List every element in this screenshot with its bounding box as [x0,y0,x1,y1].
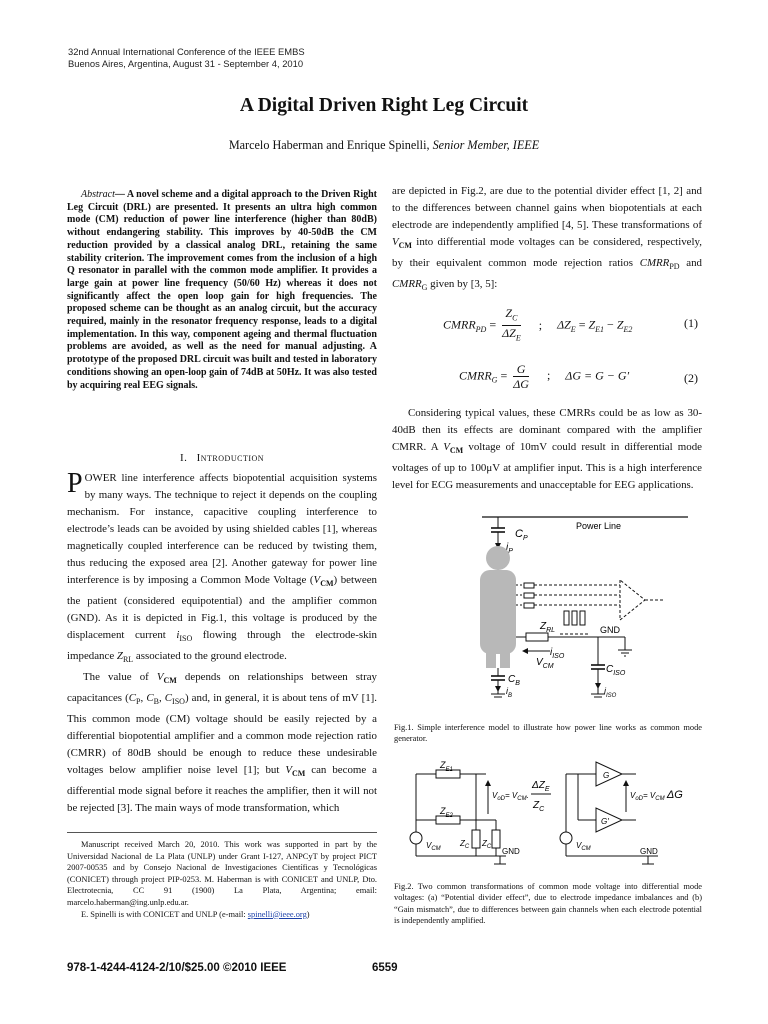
eq2-lhs-sub: G [491,375,498,385]
footnote-rule [67,832,377,833]
intro-p2-c: ) and, in general, it is about tens of mV [1]. This common mode (CM) voltage should be easily rejected by a differential biopotential amplifier and a common mode rejection ratio (CMRR) of 80dB should be enough to reduce these undesirable voltages below amplifier noise level [1]; but [67,692,378,777]
abstract-text: — A novel scheme and a digital approach to the Driven Right Leg Circuit (DRL) are presented. It presents an ultra high common mode (CM) reduction of power line interference (higher than 80dB) without endangering stability. This improves by 40-50dB the CM reduction provided by a classical analog DRL, retaining the same stability criterion. The improvement comes from the inclusion of a high Q resonator in parallel with the common mode amplifier. It provides a large gain at power line frequency (50/60 Hz) whereas it does not significantly affect the open loop gain for high frequencies. The proposed scheme can be thought as an analog circuit, but the accuracy required, mainly in the resonator frequency response, leads to a digital implementation. In this way, component ageing and thermal fluctuation problems are avoided, as well as the need for manual adjusting. A prototype of the proposed DRL circuit was built and tested in laboratory conditions showing an open-loop gain of 74dB at 50Hz. It was also tested by acquiring real EEG signals. [67,189,377,391]
eq1-rhs-b: Z [588,317,596,332]
conference-line-1: 32nd Annual International Conference of the IEEE EMBS [68,46,305,57]
intro-p2-d: can become a differential mode signal before it reaches the amplifier, then it will not be rejected [3]. The main ways of mode transformation, which [67,764,377,815]
eq1-lhs: CMRR [443,317,476,332]
vod-label-b: $V_{oD}= V_{CM}$ ΔG [630,789,683,802]
figure-2-caption: Fig.2. Two common transformations of common mode voltage into differential mode voltages: (a) “Potential divider effect”, due to electrode impedance imbalances and (b) “Gain mismatch”, due to differences between gain channels when each electrode potential is independently amplified. [394,882,702,926]
vcm-sub: CM [291,769,306,779]
dropcap: P [67,468,83,499]
gnd-label-a: GND [502,847,520,856]
z-block-2 [572,611,577,625]
vcm-symbol: V [392,235,399,248]
abstract-label: Abstract [81,189,115,200]
footnotes [67,839,377,920]
eq2-sep: ; [546,368,551,383]
cap-symbol: C [146,692,154,705]
vcm-symbol: V [285,764,292,777]
eq2-equals: = [500,368,508,383]
iiso-arrow-down [595,683,601,689]
amp-g-prime [596,808,622,832]
equation-1: $CMRR_{PD}$ = $\frac{Z_C}{\Delta Z_E}$ ; $\Delta Z_E = Z_{E1} - Z_{E2}$ [443,306,632,346]
isbn-line: 978-1-4244-4124-2/10/$25.00 ©2010 IEEE [67,962,287,974]
eq1-num: Z [505,306,513,320]
page-number: 6559 [372,962,398,974]
iiso-symbol: i [176,628,180,641]
vcm-label: $V_{CM}$ [536,657,554,670]
cap-symbol: C [164,692,173,705]
eq1-rhs-equals: = [578,317,586,332]
iiso-label: $i_{ISO}$ [550,647,565,660]
section-heading [67,452,377,464]
zc2-label: $Z_C$ [482,839,492,850]
section-title: Introduction [196,452,265,464]
intro-text-d: associated to the ground electrode. [133,649,287,662]
vcm-symbol: V [156,671,164,683]
iiso-bottom-label: $i_{ISO}$ [604,686,617,699]
vod-arrowhead-a [485,780,491,786]
vcm-sub: CM [449,446,464,456]
intro-paragraph-2: The value of $V_{CM}$ depends on relationships between stray capacitances ($C_P$, $C_B$, $C_{ISO}$) and, in general, it is about tens of mV [1]. This common mode (CM) voltage should be easily rejected by a differential biopotential amplifier and a common mode rejection ratio (CMRR) of 80dB should be enough to reduce these undesirable voltages below amplifier noise level [1]; but $V_{CM}$ can become a differential mode signal before it reaches the amplifier, then it will not be rejected [3]. The main ways of mode transformation, which [67,671,378,815]
vod-label-a: $V_{oD}= V_{CM}$. [492,791,529,802]
body-shape [480,570,516,654]
authors [0,138,768,153]
power-line-label: Power Line [576,521,622,531]
right-p1-c: given by [3, 5]: [427,278,498,291]
zrl-label: $Z_{RL}$ [540,621,556,634]
vcm-source-a [410,832,422,844]
right-p1-a: are depicted in Fig.2, are due to the potential divider effect [1, 2] and to the differences between channel gains when biopotentials at each electrode are independently amplified [4, 5]. These transformations of [392,185,702,231]
right-p2-b: voltage of 10mV could result in differential mode voltages of up to 100μV at amplifier input. This is a high interference level for ECG measurements and unacceptable for EEG applications. [392,440,702,491]
eq1-rhs-c-sub: E2 [623,325,633,335]
equation-2-number: (2) [684,371,698,385]
gnd-label: GND [600,625,620,635]
g-label: G [603,771,610,780]
head-shape [486,546,510,570]
eq1-equals: = [489,317,497,332]
cap-symbol: C [128,692,137,705]
zc1-label: $Z_C$ [460,839,470,850]
eq1-num-sub: C [512,313,518,323]
intro-p2-a: The value of [83,671,157,683]
right-paragraph-2 [392,405,702,494]
cmrr-g-sub: G [421,283,428,293]
electrode-2 [524,593,534,598]
dze-label: $\Delta Z_E$ [532,780,550,793]
eq2-fraction [513,362,529,391]
footnote-1: Manuscript received March 20, 2010. This work was supported in part by the Universidad Nacional de La Plata (UNLP) under Grant I-127, ANPCyT by project PICT 2007-00535 and by Consejo Nacional de Investigaciones Científicas y Tecnológicas (CONICET) through project PIP-0253. M. Haberman is with CONICET and UNLP, Dto. Electrotecnia, CC 91 (1900) La Plata, Argentina; email: marcelo.haberman@ing.unlp.edu.ar. [67,840,377,907]
vcm-source-b [560,832,572,844]
eq2-lhs: CMRR [459,368,492,383]
eq1-rhs-b-sub: E1 [595,325,605,335]
eq1-rhs-c: Z [616,317,624,332]
intro-lead: OWER [84,472,117,484]
z-block-3 [580,611,585,625]
ip-label: $i_P$ [506,542,513,555]
footnote-2-text: E. Spinelli is with CONICET and UNLP (e-mail: [81,909,248,919]
equation-2 [459,362,629,391]
vod-arrowhead-b [623,780,629,786]
ze2-label: $Z_{E2}$ [440,806,453,819]
footnote-2-close: ) [306,909,310,919]
ib-label: $i_B$ [506,686,513,699]
right-p2-a: Considering typical values, these CMRRs could be as low as 30-40dB then its effects are dominant compared with the amplifier CMRR. A [392,407,702,453]
right-and: and [679,256,702,269]
cmrr-symbol: CMRR [392,278,422,291]
vcm-sub: CM [398,241,412,251]
intro-text-c: flowing through the electrode-skin impedance [67,628,377,662]
electrode-3 [524,603,534,608]
right-paragraph-1 [392,183,702,297]
eq2-denominator: ΔG [513,377,529,391]
cap-iso-sub: ISO [172,697,185,707]
intro-paragraph-1 [67,470,377,669]
conference-line-2: Buenos Aires, Argentina, August 31 - September 4, 2010 [68,57,304,69]
author-names: Marcelo Haberman and Enrique Spinelli, [228,138,430,152]
email-link[interactable]: spinelli@ieee.org [247,909,307,919]
vcm-label-a: $V_{CM}$ [426,841,441,852]
ciso-label: $C_{ISO}$ [606,664,626,677]
eq1-numerator [502,306,521,326]
cap-b-sub: B [153,697,159,707]
vcm-label-b: $V_{CM}$ [576,841,591,852]
right-p1-b: into differential mode voltages can be considered, respectively, by their equivalent common mode rejection ratios [392,235,702,269]
vcm-symbol: V [313,573,321,586]
zrl-resistor [526,633,548,641]
left-leg [486,650,496,668]
abstract [67,189,377,392]
gnd-label-b: GND [640,847,658,856]
intro-p2-b: depends on relationships between stray capacitances ( [67,671,377,705]
eq1-rhs: ΔZ [557,317,571,332]
intro-text-b: ) between the patient (considered equipotential) and the amplifier common (GND). As it is depicted in Fig.1, this voltage is produced by the displacement current [67,573,377,641]
eq1-denominator [502,326,521,345]
equation-1-number: (1) [684,316,698,330]
eq1-den-sub: E [515,333,521,343]
zc2-block [492,830,500,848]
vcm-sub: CM [163,676,177,686]
zrl-sub: RL [122,655,134,665]
eq1-fraction [502,306,521,346]
footnote-2 [67,909,377,921]
zc-label: $Z_C$ [533,800,545,813]
zc1-block [472,830,480,848]
conference-header [68,46,305,69]
figure-1-caption: Fig.1. Simple interference model to illustrate how power line works as common mode generator. [394,723,702,744]
author-role: Senior Member, IEEE [432,138,540,152]
cap-p-sub: P [136,697,141,707]
introduction [67,470,377,817]
cmrr-pd-sub: PD [669,262,680,272]
figure-1-diagram [440,510,690,710]
g-prime-label: G′ [601,817,609,826]
electrode-1 [524,583,534,588]
eq1-rhs-sub: E [570,325,576,335]
eq1-lhs-sub: PD [475,325,487,335]
eq1-den: ΔZ [502,326,516,341]
z-block-1 [564,611,569,625]
eq2-rhs: ΔG = G − G′ [565,368,630,383]
intro-text-a: line interference affects biopotential acquisition systems by many ways. The technique to reject it depends on the coupling mechanism. For instance, capacitive coupling interference to electrode’s leads can be avoided by using shielded cables [1], whereas magnetically coupled interference can be reduced by twisting them, thus reducing the exposed area [2]. Another gateway for power line interference is by imposing a Common Mode Voltage ( [67,472,377,586]
amplifier-symbol [620,580,645,620]
ze1-label: $Z_{E1}$ [440,760,453,773]
iiso-arrow [522,648,528,654]
ib-arrow [495,686,501,692]
right-leg [500,650,510,668]
cmrr-symbol: CMRR [639,256,670,269]
cp-label: $C_P$ [515,528,528,542]
zrl-symbol: Z [116,649,123,662]
paper-title: A Digital Driven Right Leg Circuit [239,95,529,116]
section-numeral: I. [179,452,188,464]
vcm-sub: CM [320,578,334,588]
eq2-numerator: G [513,362,529,377]
figure-2-diagram [396,756,706,876]
eq1-sep: ; [538,317,543,332]
iiso-sub: ISO [179,633,193,643]
vcm-symbol: V [443,440,450,453]
cb-label: $C_B$ [508,674,520,687]
